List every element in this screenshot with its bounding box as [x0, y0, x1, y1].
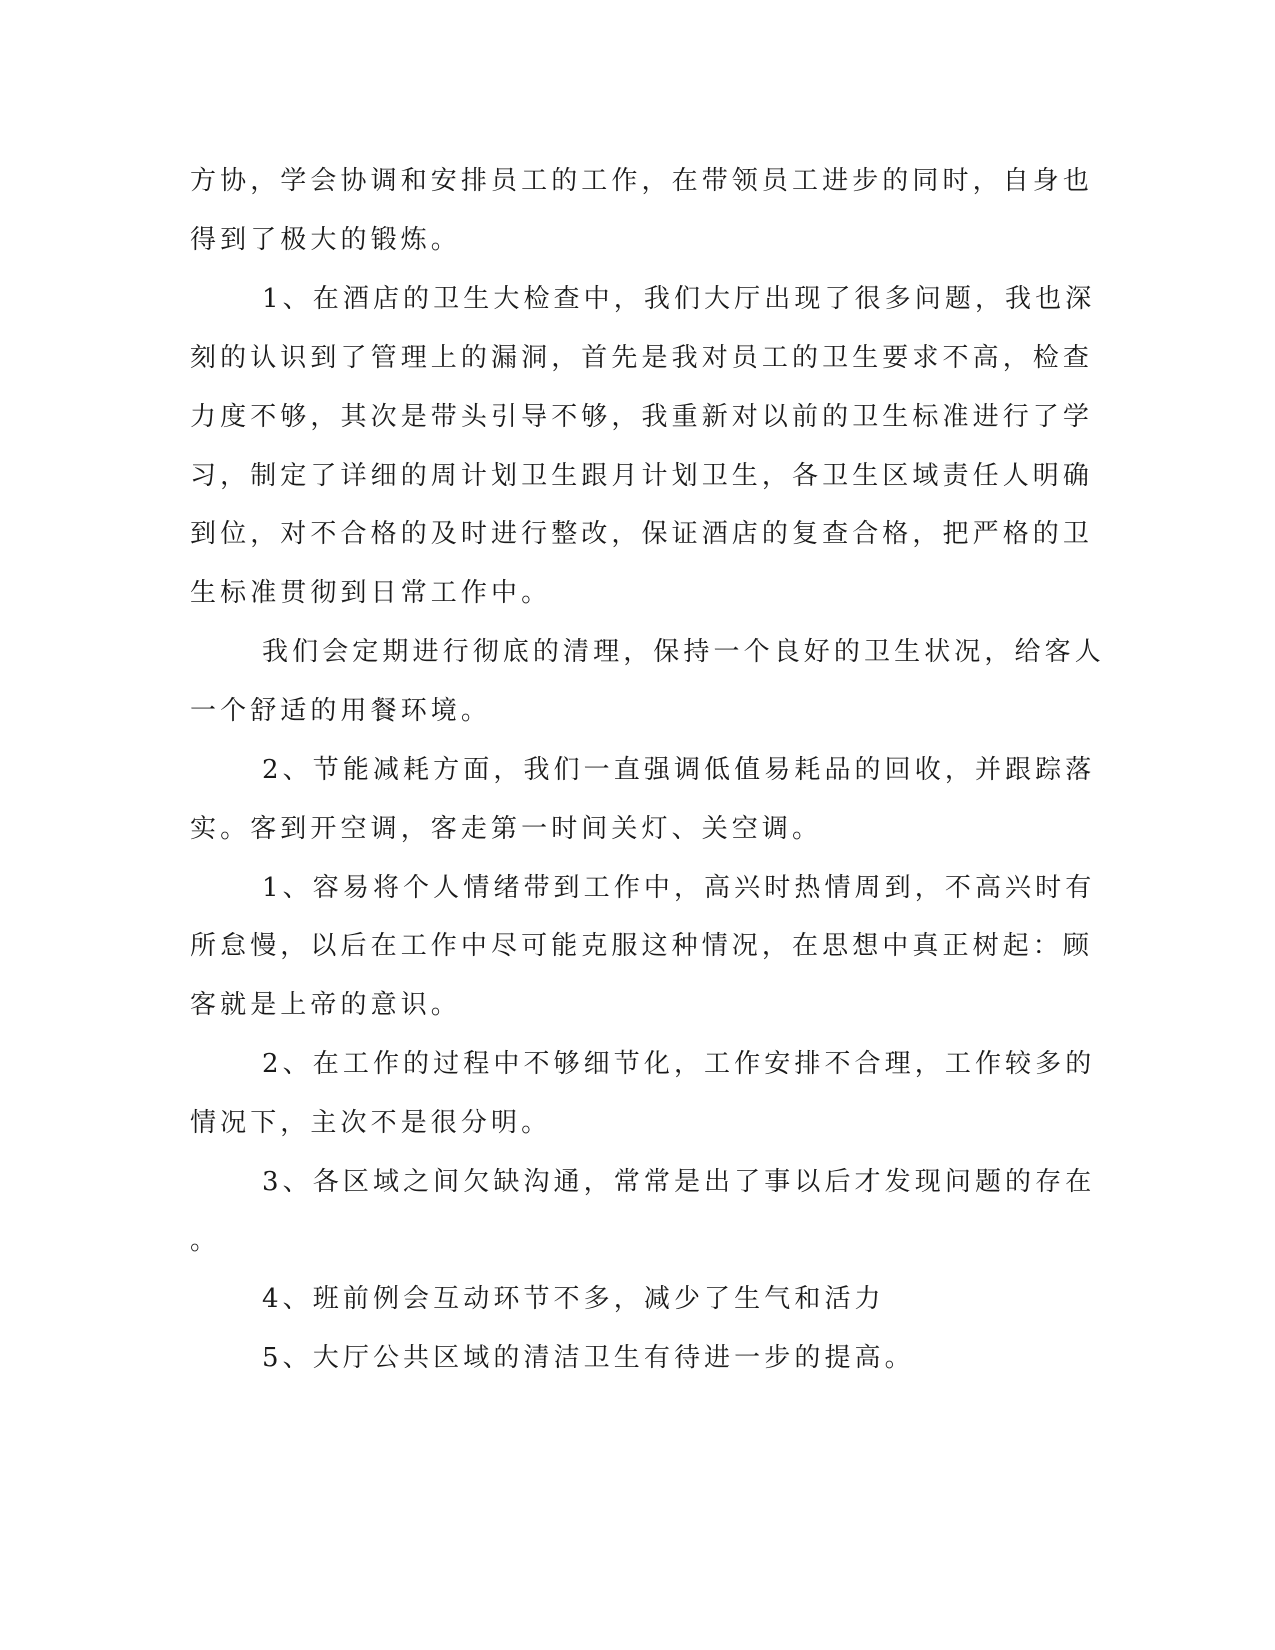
text-line: 情况下，主次不是很分明。: [190, 1108, 552, 1138]
text-line: 刻的认识到了管理上的漏洞，首先是我对员工的卫生要求不高，检查: [190, 343, 1094, 373]
text-line: 我们会定期进行彻底的清理，保持一个良好的卫生状况，给客人: [262, 637, 1105, 667]
text-line: 生标准贯彻到日常工作中。: [190, 578, 552, 608]
text-line: 到位，对不合格的及时进行整改，保证酒店的复查合格，把严格的卫: [190, 519, 1094, 549]
text-line: 3、各区域之间欠缺沟通，常常是出了事以后才发现问题的存在: [262, 1167, 1096, 1197]
text-line: 2、节能减耗方面，我们一直强调低值易耗品的回收，并跟踪落: [262, 755, 1096, 785]
text-line: 一个舒适的用餐环境。: [190, 696, 492, 726]
text-line: 客就是上帝的意识。: [190, 990, 461, 1020]
text-line: 。: [190, 1226, 221, 1256]
text-line: 得到了极大的锻炼。: [190, 225, 461, 255]
text-line: 1、在酒店的卫生大检查中，我们大厅出现了很多问题，我也深: [262, 284, 1096, 314]
text-line: 2、在工作的过程中不够细节化，工作安排不合理，工作较多的: [262, 1049, 1096, 1079]
text-line: 5、大厅公共区域的清洁卫生有待进一步的提高。: [262, 1343, 915, 1373]
text-line: 力度不够，其次是带头引导不够，我重新对以前的卫生标准进行了学: [190, 402, 1094, 432]
text-line: 方协，学会协调和安排员工的工作，在带领员工进步的同时，自身也: [190, 166, 1094, 196]
text-line: 所怠慢，以后在工作中尽可能克服这种情况，在思想中真正树起：顾: [190, 931, 1094, 961]
text-line: 习，制定了详细的周计划卫生跟月计划卫生，各卫生区域责任人明确: [190, 461, 1094, 491]
text-line: 实。客到开空调，客走第一时间关灯、关空调。: [190, 814, 823, 844]
text-line: 1、容易将个人情绪带到工作中，高兴时热情周到，不高兴时有: [262, 873, 1096, 903]
text-line: 4、班前例会互动环节不多，减少了生气和活力: [262, 1284, 885, 1314]
